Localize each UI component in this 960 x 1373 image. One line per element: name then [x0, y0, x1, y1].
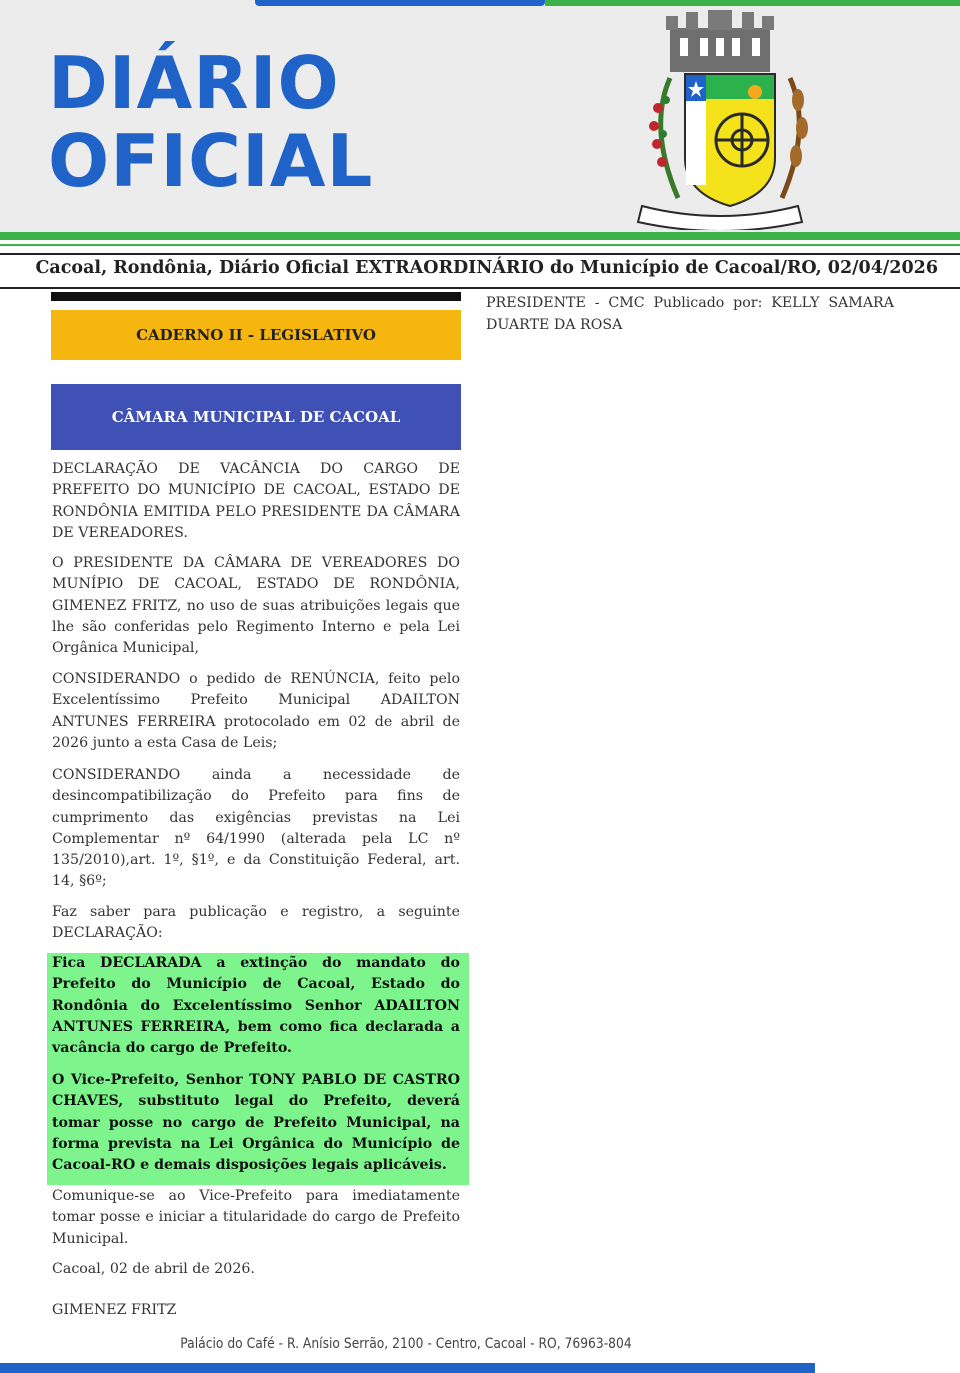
coat-of-arms-icon [630, 8, 810, 230]
paragraph-president: O PRESIDENTE DA CÂMARA DE VEREADORES DO MUNÍPIO DE CACOAL, ESTADO DE RONDÔNIA, GIMENEZ FRITZ, no uso de suas atribuições legais que lhe são conferidas pelo Regimento Interno e pela Lei Orgânica Municipal, [52, 555, 460, 657]
section-camara-banner: CÂMARA MUNICIPAL DE CACOAL [51, 384, 461, 450]
column-top-bar [51, 292, 461, 301]
paragraph-declared-extinction: Fica DECLARADA a extinção do mandato do Prefeito do Município de Cacoal, Estado do Rondônia do Excelentíssimo Senhor ADAILTON ANTUNES FERREIRA, bem como fica declarada a vacância do cargo de Prefeito. [52, 955, 460, 1057]
paragraph-vice-mayor: O Vice-Prefeito, Senhor TONY PABLO DE CASTRO CHAVES, substituto legal do Prefeito, deverá tomar posse no cargo de Prefeito Municipal, na forma prevista na Lei Orgânica do Município de Cacoal-RO e demais disposições legais aplicáveis. [52, 1072, 460, 1174]
paragraph-communicate: Comunique-se ao Vice-Prefeito para imediatamente tomar posse e iniciar a titularidade do cargo de Prefeito Municipal. [52, 1188, 460, 1247]
top-accent-green [545, 0, 960, 6]
publication-dateline [0, 253, 960, 289]
signing-date: Cacoal, 02 de abril de 2026. [52, 1261, 255, 1277]
masthead-line-1: DIÁRIO [48, 41, 340, 125]
footer-blue-bar [0, 1363, 815, 1373]
page-header [0, 0, 960, 232]
paragraph-considering-resignation: CONSIDERANDO o pedido de RENÚNCIA, feito pelo Excelentíssimo Prefeito Municipal ADAILTON ANTUNES FERREIRA protocolado em 02 de abril de 2026 junto a esta Casa de Leis; [52, 671, 460, 751]
masthead-line-2: OFICIAL [48, 119, 374, 203]
header-thin-line [0, 244, 960, 246]
masthead-title [48, 41, 374, 203]
right-column-publisher: PRESIDENTE - CMC Publicado por: KELLY SAMARA DUARTE DA ROSA [486, 295, 894, 333]
paragraph-considering-law: CONSIDERANDO ainda a necessidade de desincompatibilização do Prefeito para fins de cumprimento das exigências previstas na Lei Complementar nº 64/1990 (alterada pela LC nº 135/2010),art. 1º, §1º, e da Constituição Federal, art. 14, §6º; [52, 767, 460, 890]
declaration-title: DECLARAÇÃO DE VACÂNCIA DO CARGO DE PREFEITO DO MUNICÍPIO DE CACOAL, ESTADO DE RONDÔNIA EMITIDA PELO PRESIDENTE DA CÂMARA DE VEREADORES. [52, 461, 460, 541]
footer-address: Palácio do Café - R. Anísio Serrão, 2100 - Centro, Cacoal - RO, 76963-804 [180, 1336, 632, 1352]
signatory-name: GIMENEZ FRITZ [52, 1302, 177, 1318]
dateline-text: Cacoal, Rondônia, Diário Oficial EXTRAORDINÁRIO do Município de Cacoal/RO, 02/04/2026 [35, 258, 938, 278]
section-caderno-banner: CADERNO II - LEGISLATIVO [51, 310, 461, 360]
top-accent-blue [255, 0, 545, 6]
paragraph-announcement: Faz saber para publicação e registro, a seguinte DECLARAÇÃO: [52, 904, 460, 942]
header-green-stripe [0, 232, 960, 240]
